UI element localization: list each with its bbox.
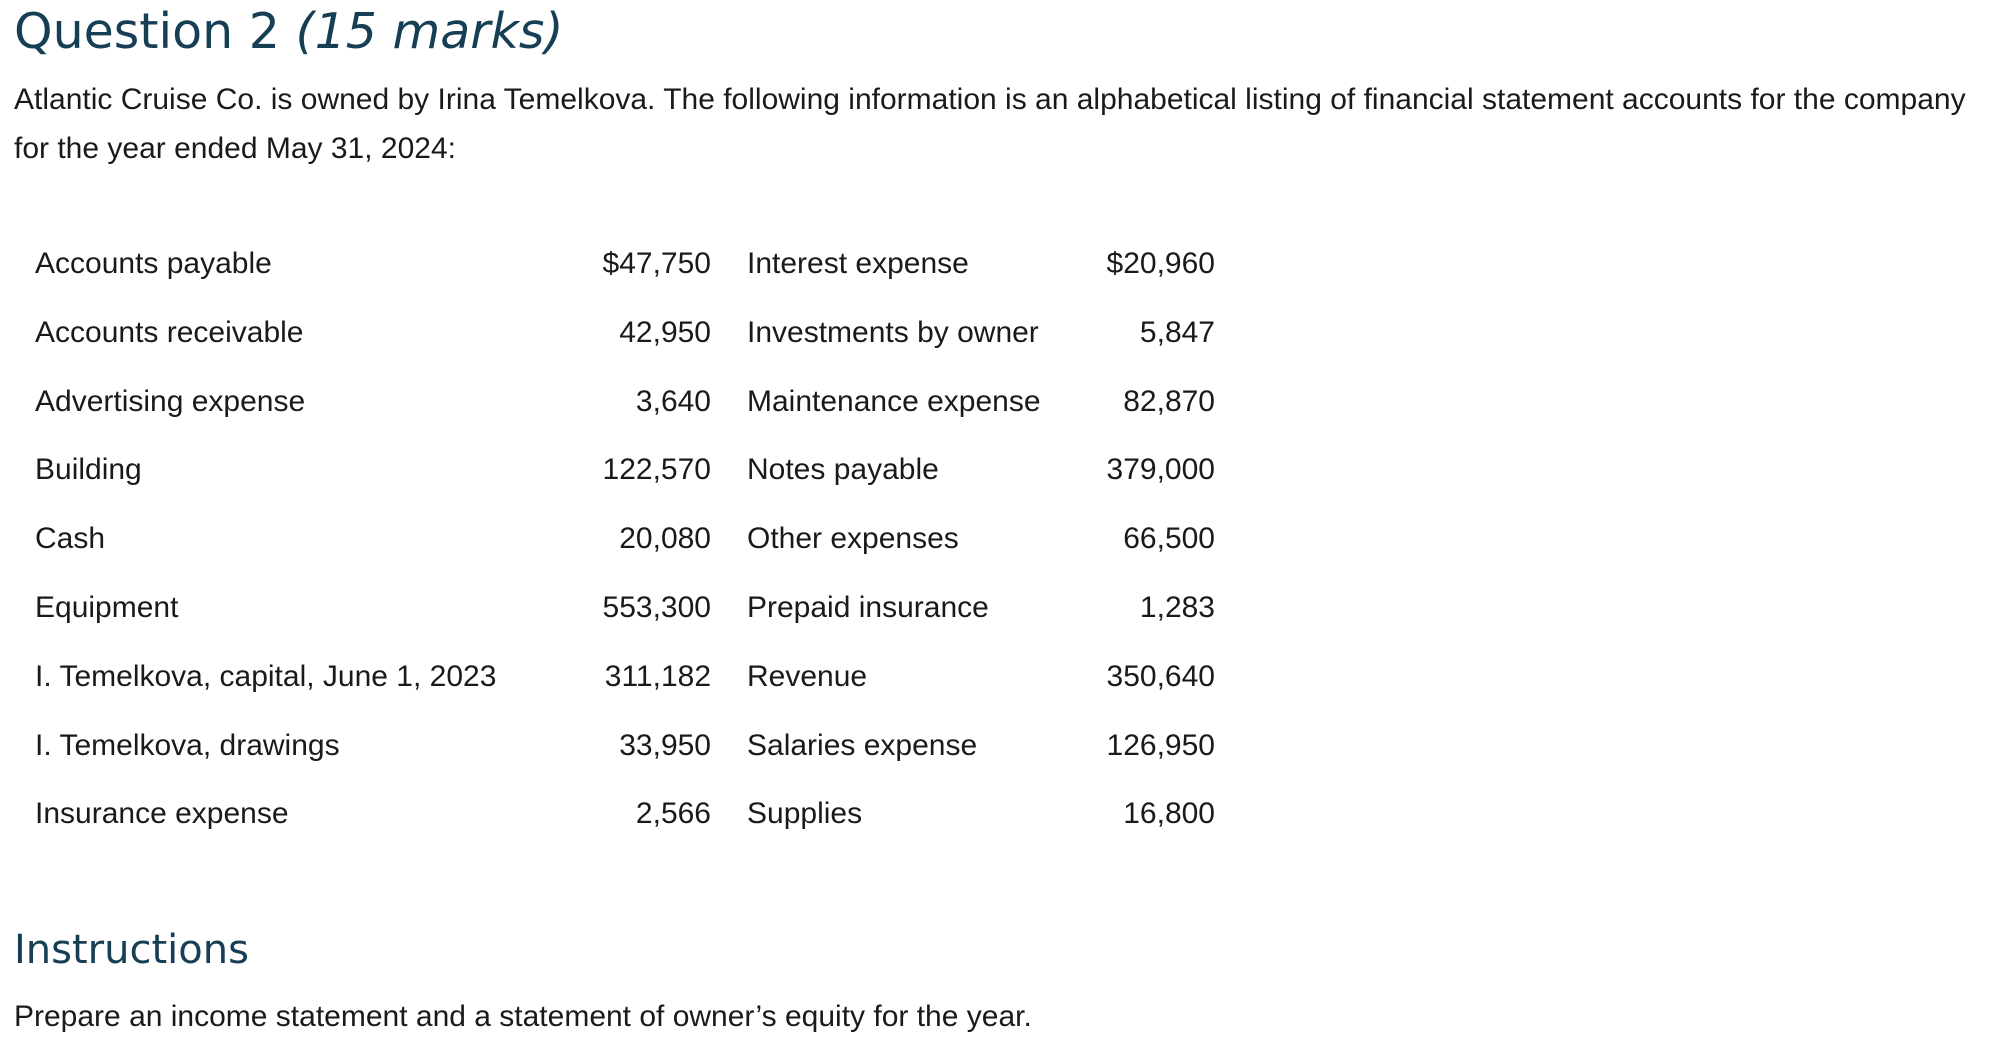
account-name: Supplies xyxy=(747,797,863,831)
account-name: Notes payable xyxy=(747,453,939,487)
account-row xyxy=(35,442,1215,511)
account-value: 122,570 xyxy=(602,453,711,487)
account-name: Prepaid insurance xyxy=(747,590,989,624)
account-value: 3,640 xyxy=(635,384,711,418)
account-row xyxy=(35,649,1215,718)
account-name: Investments by owner xyxy=(747,315,1039,349)
account-name: Revenue xyxy=(747,659,868,693)
account-value: 126,950 xyxy=(1106,728,1215,762)
account-name: Interest expense xyxy=(747,247,969,280)
account-row xyxy=(35,236,1215,305)
account-row xyxy=(35,374,1215,443)
account-value: 20,080 xyxy=(619,522,711,556)
account-row xyxy=(35,305,1215,374)
account-value: 350,640 xyxy=(1106,659,1215,693)
account-row xyxy=(35,718,1215,787)
account-name: Cash xyxy=(35,522,106,556)
account-value: 1,283 xyxy=(1139,590,1215,624)
account-name: Building xyxy=(35,453,142,487)
instructions-heading: Instructions xyxy=(14,927,249,973)
account-name: Other expenses xyxy=(747,522,959,556)
accounts-table xyxy=(35,236,1215,855)
question-marks: (15 marks) xyxy=(295,3,564,60)
account-row xyxy=(35,511,1215,580)
account-value: 2,566 xyxy=(635,797,711,831)
account-name: Salaries expense xyxy=(747,728,978,762)
account-name: I. Temelkova, drawings xyxy=(35,728,340,762)
account-row xyxy=(35,580,1215,649)
account-value: $20,960 xyxy=(1106,247,1215,280)
account-value: 379,000 xyxy=(1106,453,1215,487)
question-title xyxy=(14,3,564,60)
account-value: 553,300 xyxy=(602,590,711,624)
account-name: Equipment xyxy=(35,590,179,624)
account-row xyxy=(35,786,1215,855)
account-value: 311,182 xyxy=(604,659,711,693)
account-value: 16,800 xyxy=(1123,797,1215,831)
account-name: Accounts receivable xyxy=(35,315,304,349)
account-value: 42,950 xyxy=(619,315,711,349)
instructions-text: Prepare an income statement and a statement of owner’s equity for the year. xyxy=(14,1000,1032,1033)
account-value: 82,870 xyxy=(1123,384,1215,418)
account-name: Maintenance expense xyxy=(747,384,1041,418)
account-value: 33,950 xyxy=(619,728,711,762)
question-title-main: Question 2 xyxy=(14,3,296,60)
intro-paragraph: Atlantic Cruise Co. is owned by Irina Temelkova. The following information is an alphabetical listing of financial statement accounts for the company for the year ended May 31, 2024: xyxy=(14,83,1966,165)
account-value: $47,750 xyxy=(602,247,711,280)
account-value: 5,847 xyxy=(1139,315,1215,349)
account-name: Insurance expense xyxy=(35,797,289,831)
account-name: Accounts payable xyxy=(35,247,272,280)
account-value: 66,500 xyxy=(1123,522,1215,556)
account-name: I. Temelkova, capital, June 1, 2023 xyxy=(35,659,497,693)
account-name: Advertising expense xyxy=(35,384,306,418)
